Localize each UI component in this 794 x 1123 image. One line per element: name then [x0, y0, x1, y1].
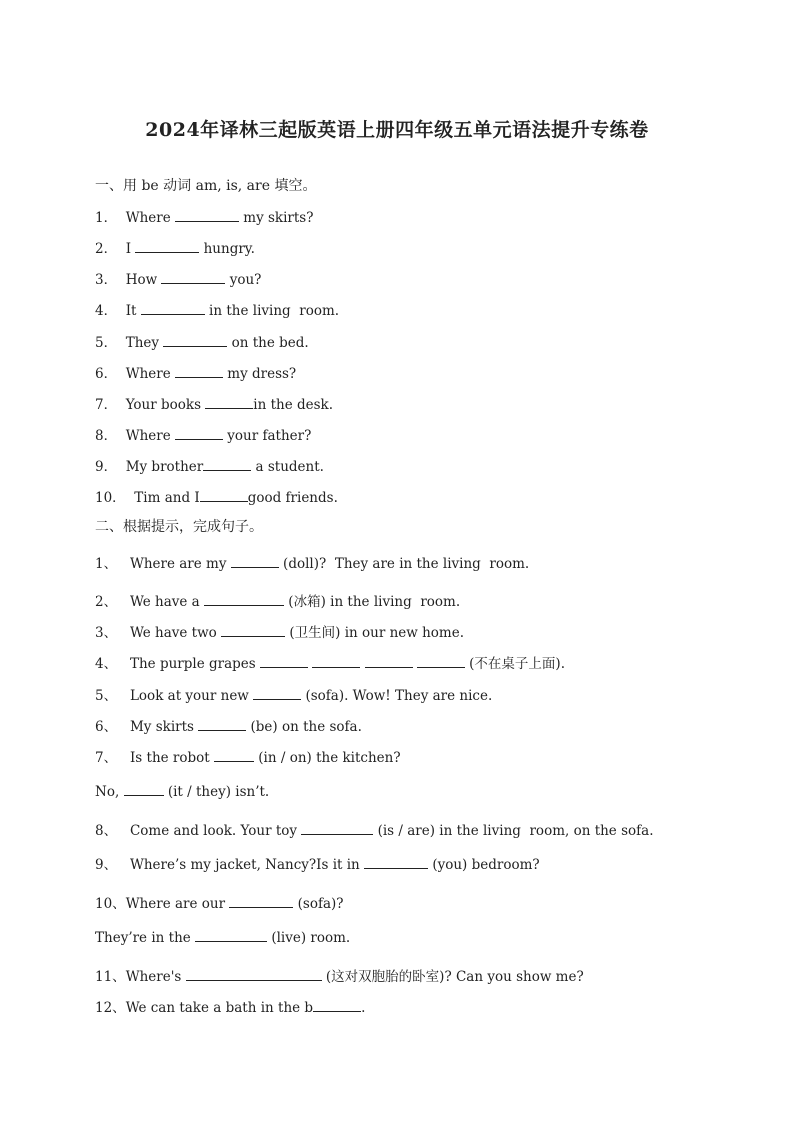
- s2-item-8: 8、 Come and look. Your toy (is / are) in the living room, on the sofa.: [95, 823, 654, 839]
- s1-item-9: 9． My brother a student.: [95, 459, 324, 475]
- s2-item-2: 2、 We have a (冰箱) in the living room.: [95, 594, 461, 610]
- s1-item-7: 7． Your books in the desk.: [95, 397, 334, 413]
- answer-blank[interactable]: [364, 855, 428, 869]
- s1-item-3: 3． How you?: [95, 272, 262, 288]
- s2-item-11: 11、Where's (这对双胞胎的卧室)? Can you show me?: [95, 969, 584, 985]
- s1-item-8: 8． Where your father?: [95, 428, 312, 444]
- section1-heading: 一、用 be 动词 am, is, are 填空。: [95, 178, 317, 194]
- answer-blank[interactable]: [195, 928, 267, 942]
- s2-item-7: 7、 Is the robot (in / on) the kitchen?: [95, 750, 401, 766]
- answer-blank[interactable]: [124, 782, 164, 796]
- s2-item-9: 9、 Where’s my jacket, Nancy?Is it in (you) bedroom?: [95, 857, 540, 873]
- answer-blank[interactable]: [204, 592, 284, 606]
- s1-item-4: 4． It in the living room.: [95, 303, 340, 319]
- answer-blank[interactable]: [161, 270, 225, 284]
- s2-item-5: 5、 Look at your new (sofa). Wow! They are nice.: [95, 688, 493, 704]
- answer-blank[interactable]: [205, 395, 253, 409]
- s1-item-10: 10． Tim and I good friends.: [95, 490, 338, 506]
- answer-blank[interactable]: [301, 821, 373, 835]
- answer-blank[interactable]: [203, 457, 251, 471]
- s2-item-10-answer: They’re in the (live) room.: [95, 930, 351, 946]
- answer-blank[interactable]: [198, 717, 246, 731]
- s1-item-6: 6． Where my dress?: [95, 366, 297, 382]
- answer-blank[interactable]: [365, 654, 413, 668]
- answer-blank[interactable]: [200, 488, 248, 502]
- section2-heading: 二、根据提示，完成句子。: [95, 519, 263, 535]
- answer-blank[interactable]: [175, 208, 239, 222]
- s2-item-7-answer: No, (it / they) isn’t.: [95, 784, 270, 800]
- s2-item-1: 1、 Where are my (doll)? They are in the living room.: [95, 556, 530, 572]
- answer-blank[interactable]: [260, 654, 308, 668]
- s2-item-4: 4、 The purple grapes (不在桌子上面).: [95, 656, 565, 672]
- s1-item-5: 5． They on the bed.: [95, 335, 309, 351]
- s2-item-3: 3、 We have two (卫生间) in our new home.: [95, 625, 464, 641]
- answer-blank[interactable]: [229, 894, 293, 908]
- answer-blank[interactable]: [214, 748, 254, 762]
- answer-blank[interactable]: [313, 998, 361, 1012]
- answer-blank[interactable]: [186, 967, 322, 981]
- s1-item-1: 1． Where my skirts?: [95, 210, 314, 226]
- answer-blank[interactable]: [141, 301, 205, 315]
- s2-item-12: 12、We can take a bath in the b .: [95, 1000, 366, 1016]
- answer-blank[interactable]: [175, 426, 223, 440]
- answer-blank[interactable]: [175, 364, 223, 378]
- answer-blank[interactable]: [135, 239, 199, 253]
- answer-blank[interactable]: [163, 333, 227, 347]
- s2-item-6: 6、 My skirts (be) on the sofa.: [95, 719, 362, 735]
- page-title: 2024年译林三起版英语上册四年级五单元语法提升专练卷: [145, 119, 649, 141]
- answer-blank[interactable]: [253, 686, 301, 700]
- answer-blank[interactable]: [231, 554, 279, 568]
- answer-blank[interactable]: [312, 654, 360, 668]
- s2-item-10: 10、Where are our (sofa)?: [95, 896, 344, 912]
- s1-item-2: 2． I hungry.: [95, 241, 255, 257]
- answer-blank[interactable]: [221, 623, 285, 637]
- answer-blank[interactable]: [417, 654, 465, 668]
